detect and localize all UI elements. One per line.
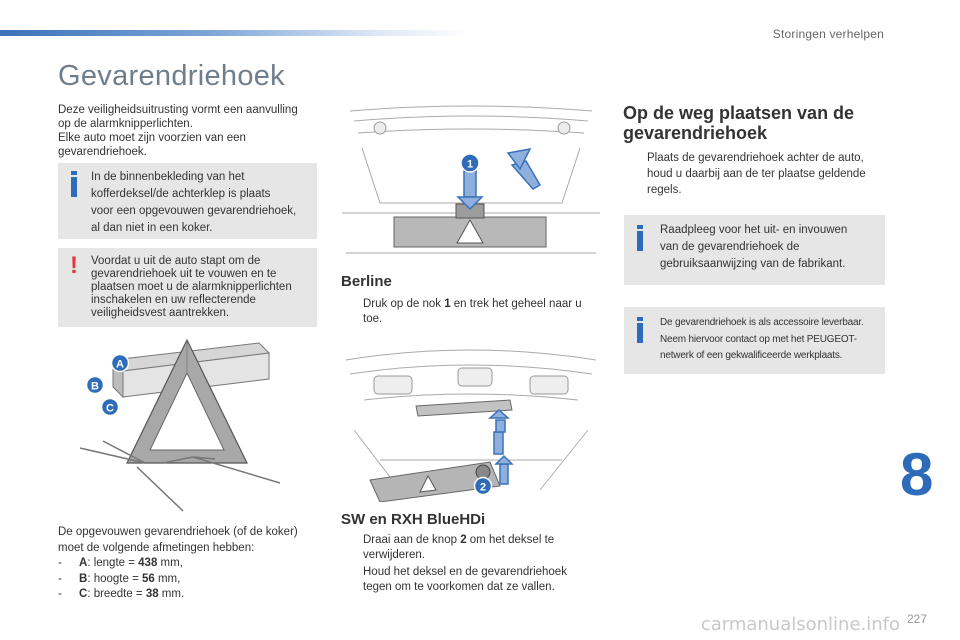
info-box-accessory-text: De gevarendriehoek is als accessoire leverbaar. Neem hiervoor contact op met het PEUGEOT- netwerk of een gekwalificeerde werkplaats. xyxy=(660,317,864,361)
callout-a xyxy=(112,355,129,372)
callout-c-label: C xyxy=(106,402,114,415)
info-box-storage-text: In de binnenbekleding van het kofferdeksel/de achterklep is plaats voor een opgevouwen gevarendriehoek, al dan niet in een koker. xyxy=(91,171,297,234)
intro-paragraph: Deze veiligheidsuitrusting vormt een aanvulling op de alarmknipperlichten. Elke auto moet zijn voorzien van een gevarendriehoek. xyxy=(58,104,298,158)
sw-tailgate-figure xyxy=(340,340,602,502)
callout-c xyxy=(102,399,119,416)
placement-heading: Op de weg plaatsen van de gevarendriehoek xyxy=(623,103,855,143)
callout-2-label: 2 xyxy=(479,481,487,494)
info-box-accessory xyxy=(624,307,885,374)
page-title: Gevarendriehoek xyxy=(58,60,285,92)
info-box-manufacturer-text: Raadpleeg voor het uit- en invouwen van de gevarendriehoek de gebruiksaanwijzing van de fabrikant. xyxy=(660,224,848,270)
dimension-item-c: - C: breedte = 38 mm. xyxy=(58,588,185,600)
watermark: carmanualsonline.info xyxy=(700,614,900,635)
info-box-manufacturer xyxy=(624,215,885,285)
page-number: 227 xyxy=(907,612,928,626)
berline-trunk-figure xyxy=(340,103,602,263)
callout-b xyxy=(87,377,104,394)
chapter-number: 8 xyxy=(900,441,934,508)
dimension-item-b: - B: hoogte = 56 mm, xyxy=(58,572,181,585)
callout-b-label: B xyxy=(91,380,99,393)
callout-2 xyxy=(475,478,492,495)
callout-1-label: 1 xyxy=(466,158,474,171)
section-header: Storingen verhelpen xyxy=(772,27,884,41)
info-icon xyxy=(637,231,643,251)
sw-arrow-right-icon xyxy=(496,420,505,432)
triangle-figure xyxy=(75,335,305,515)
warning-box-text: Voordat u uit de auto stapt om de gevarendriehoek uit te vouwen en te plaatsen moet u de alarmknipperlichten inschakelen en uw reflecterende veiligheidsvest aantrekken. xyxy=(91,255,292,319)
sw-heading: SW en RXH BlueHDi xyxy=(341,511,486,528)
dimension-item-a: - A: lengte = 438 mm, xyxy=(58,557,183,569)
dimensions-intro: De opgevouwen gevarendriehoek (of de koker) moet de volgende afmetingen hebben: xyxy=(58,526,298,554)
header-accent-bar xyxy=(0,30,470,36)
info-box-storage xyxy=(58,163,317,239)
callout-a-label: A xyxy=(116,358,124,371)
info-icon xyxy=(637,323,643,343)
dimensions-list xyxy=(58,556,184,603)
warning-box xyxy=(58,248,317,327)
callout-1 xyxy=(461,154,479,172)
info-icon xyxy=(71,177,77,197)
berline-heading: Berline xyxy=(341,273,392,290)
warning-exclamation-icon: ! xyxy=(70,252,78,279)
